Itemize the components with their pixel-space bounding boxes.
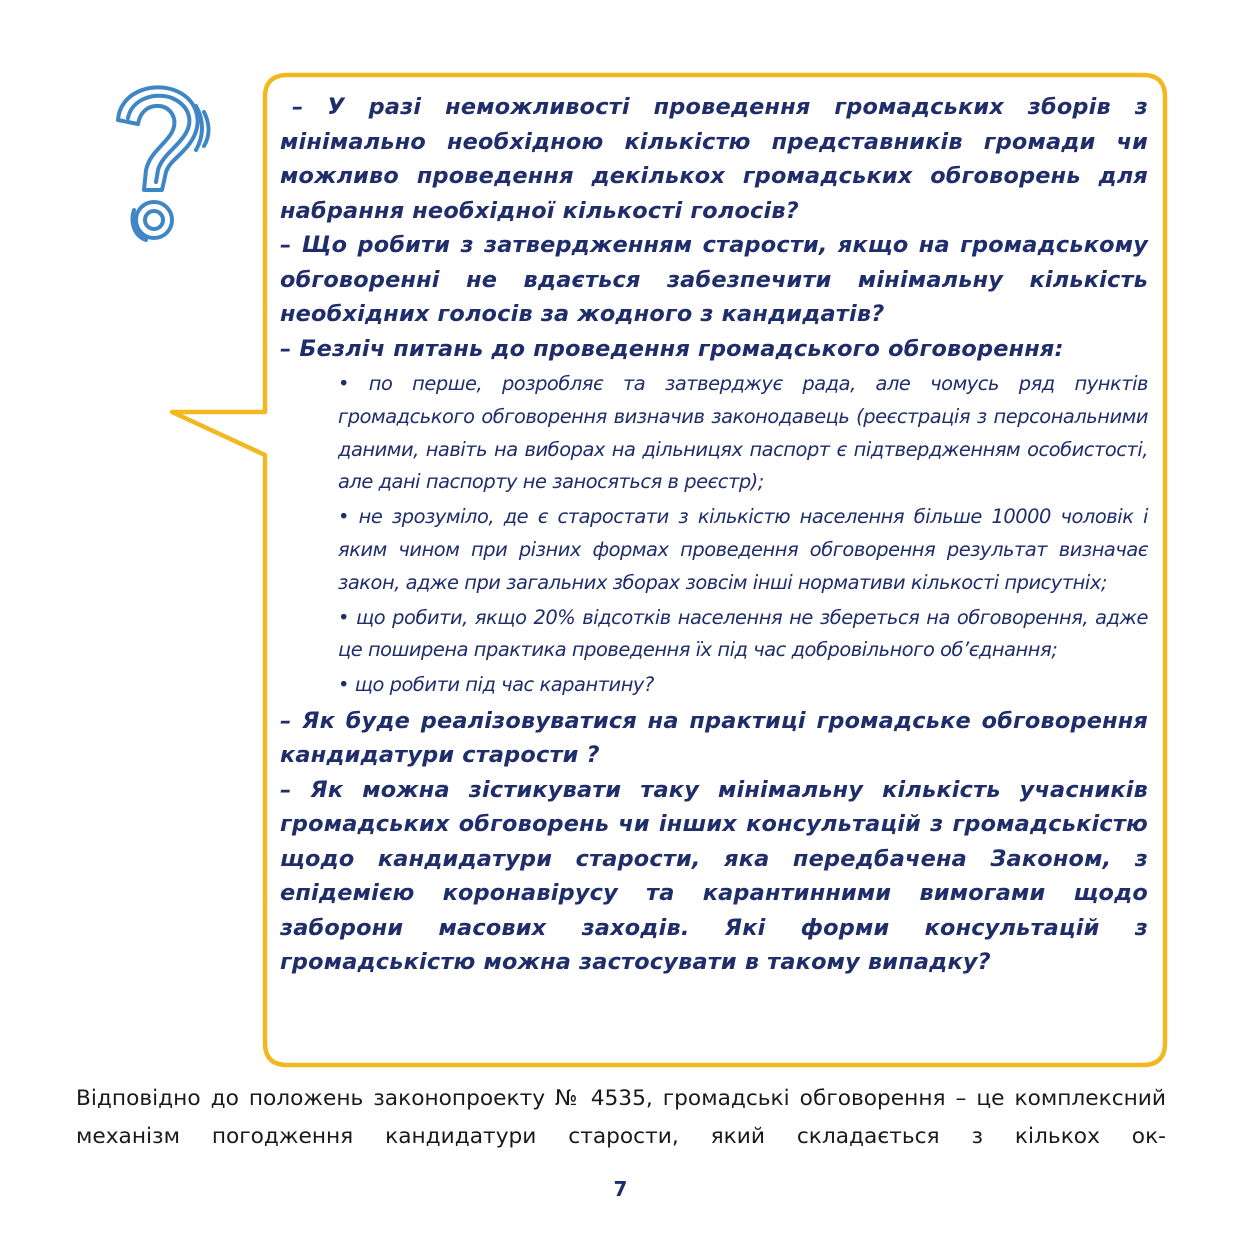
question-3: – Безліч питань до проведення громадського обговорення: [280, 335, 1064, 362]
bullet-item: • по перше, розробляє та затверджує рада, але чомусь ряд пунктів громадського обговорення визначив законодавець (реєстрація з персональними даними, навіть на виборах на дільницях паспорт є підтвердженням особистості, але дані паспорту не заносяться в реєстр); [338, 372, 1148, 494]
bubble-questions [280, 90, 1148, 980]
question-4: – Як буде реалізовуватися на практиці громадське обговорення кандидатури старости ? [280, 707, 1148, 769]
question-5: – Як можна зістикувати таку мінімальну кількість учасників громадських обговорень чи інших консультацій з громадськістю щодо кандидатури старости, яка передбачена Законом, з епідемією коронавірусу та карантинними вимогами щодо заборони масових заходів. Які форми консультацій з громадськістю можна застосувати в такому випадку? [280, 776, 1148, 976]
bullet-item: • не зрозуміло, де є старостати з кількістю населення більше 10000 чоловік і яким чином при різних формах проведення обговорення результат визначає закон, адже при загальних зборах зовсім інші нормативи кількості присутніх; [338, 505, 1148, 594]
page-number: 7 [613, 1177, 628, 1201]
body-paragraph: Відповідно до положень законопроекту № 4535, громадські обговорення – це комплексний механізм погодження кандидатури старости, який складається з кількох ок- [76, 1086, 1166, 1149]
question-2: – Що робити з затвердженням старости, якщо на громадському обговоренні не вдається забезпечити мінімальну кількість необхідних голосів за жодного з кандидатів? [280, 232, 1148, 327]
bullet-item: • що робити, якщо 20% відсотків населення не збереться на обговорення, адже це поширена практика проведення їх під час добровільного об’єднання; [338, 605, 1148, 662]
bullet-item: • що робити під час карантину? [338, 673, 654, 697]
question-1: – У разі неможливості проведення громадських зборів з мінімально необхідною кількістю представників громади чи можливо проведення декількох громадських обговорень для набрання необхідної кількості голосів? [280, 94, 1148, 224]
